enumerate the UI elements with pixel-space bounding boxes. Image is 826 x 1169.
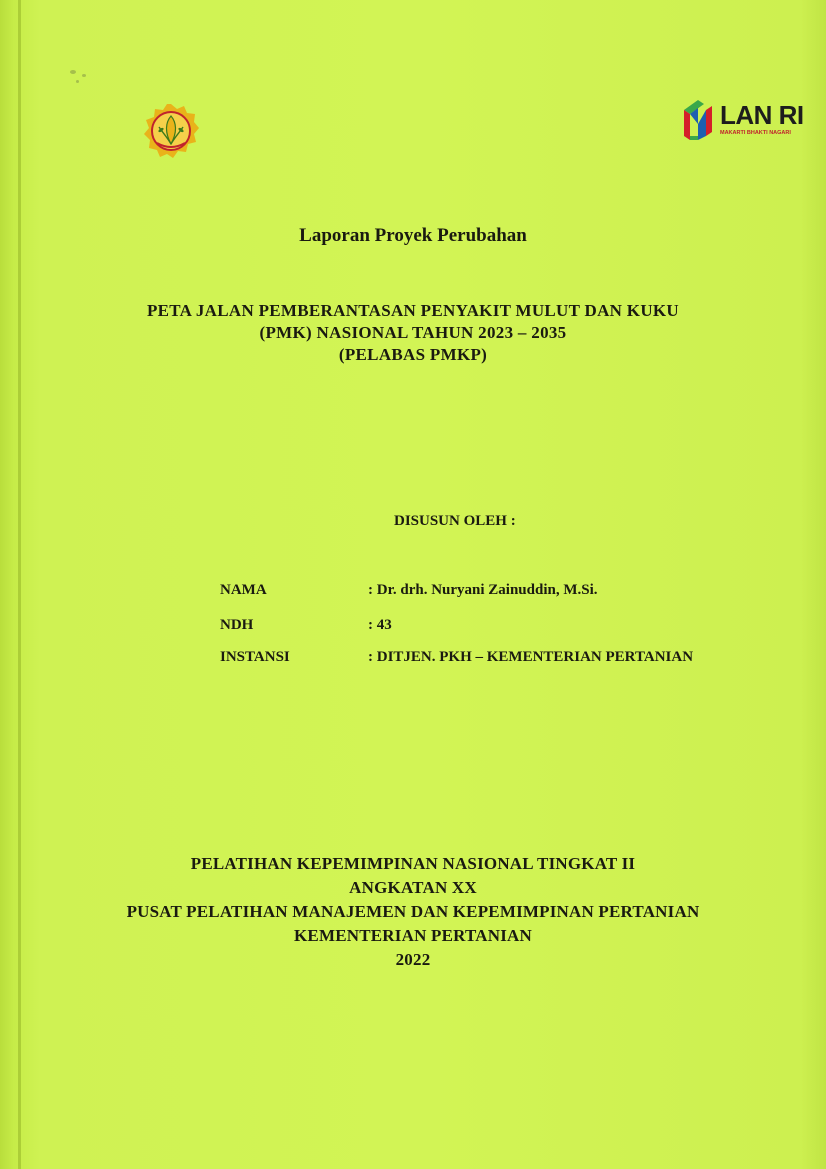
title-line: (PMK) NASIONAL TAHUN 2023 – 2035	[259, 323, 567, 342]
footer-year: 2022	[395, 950, 431, 969]
lan-ri-motto: MAKARTI BHAKTI NAGARI	[720, 130, 791, 136]
author-ndh-label: NDH	[220, 617, 254, 633]
speck	[70, 70, 76, 74]
lan-ri-wordmark: LAN RI	[720, 100, 804, 130]
footer-line: KEMENTERIAN PERTANIAN	[294, 926, 532, 945]
title-line: (PELABAS PMKP)	[338, 345, 488, 364]
footer-line: PELATIHAN KEPEMIMPINAN NASIONAL TINGKAT II	[190, 854, 636, 873]
speck	[76, 80, 79, 83]
compiled-by-label: DISUSUN OLEH :	[394, 513, 516, 529]
author-name-label: NAMA	[220, 582, 267, 598]
kementan-emblem-icon	[143, 103, 199, 159]
report-label: Laporan Proyek Perubahan	[299, 225, 527, 246]
author-agency-value: : DITJEN. PKH – KEMENTERIAN PERTANIAN	[368, 649, 694, 665]
speck	[82, 74, 86, 77]
author-agency-label: INSTANSI	[220, 649, 290, 665]
author-ndh-value: : 43	[368, 617, 392, 633]
lan-ri-logo	[680, 96, 806, 146]
spine-line	[18, 0, 21, 1169]
lan-ri-logo-icon	[680, 96, 720, 144]
report-title	[0, 300, 826, 366]
title-line: PETA JALAN PEMBERANTASAN PENYAKIT MULUT DAN KUKU	[146, 301, 679, 320]
footer-line: PUSAT PELATIHAN MANAJEMEN DAN KEPEMIMPINAN PERTANIAN	[126, 902, 700, 921]
author-name-value: : Dr. drh. Nuryani Zainuddin, M.Si.	[368, 582, 598, 598]
training-info	[0, 852, 826, 972]
footer-line: ANGKATAN XX	[349, 878, 477, 897]
